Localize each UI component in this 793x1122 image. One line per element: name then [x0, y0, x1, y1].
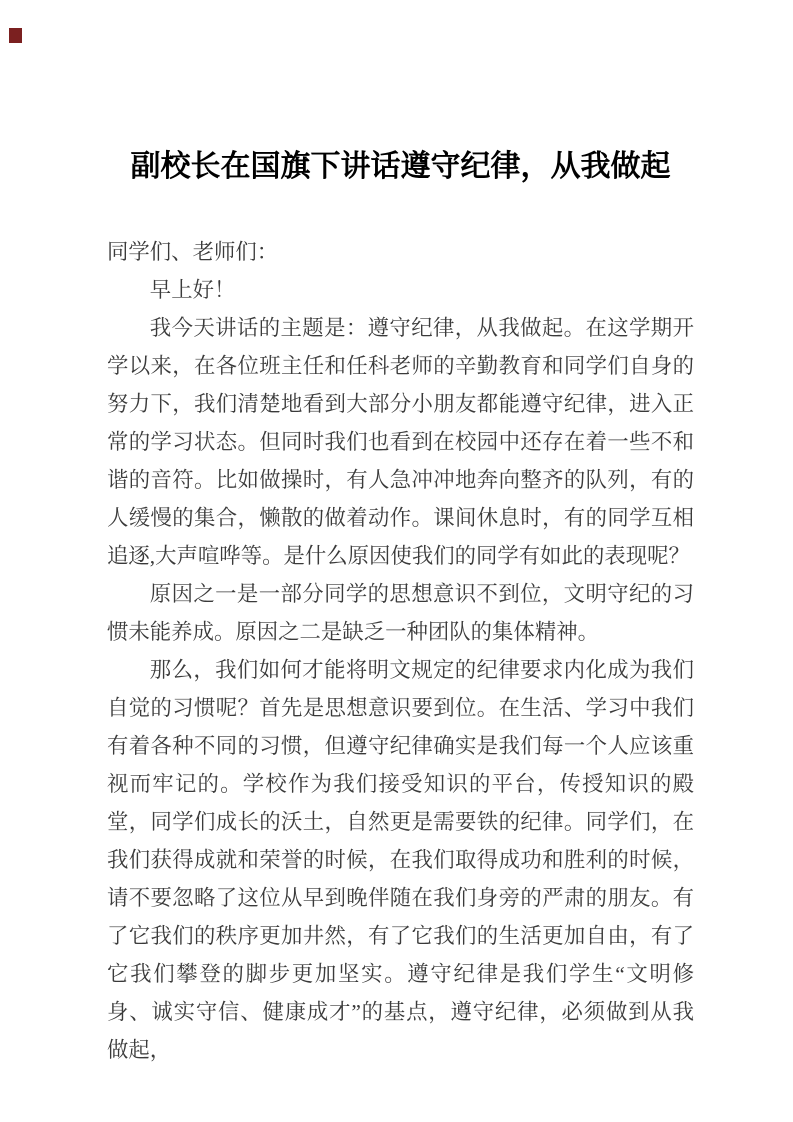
- document-body: [107, 233, 694, 1069]
- corner-marker: [9, 28, 22, 43]
- document-title: 副校长在国旗下讲话遵守纪律，从我做起: [130, 150, 671, 183]
- paragraph: 同学们、老师们：: [107, 240, 279, 264]
- paragraph: 早上好！: [149, 278, 236, 302]
- paragraph: 原因之一是一部分同学的思想意识不到位，文明守纪的习惯未能养成。原因之二是缺乏一种团队的集体精神。: [107, 582, 694, 644]
- paragraph: 我今天讲话的主题是：遵守纪律，从我做起。在这学期开学以来，在各位班主任和任科老师的辛勤教育和同学们自身的努力下，我们清楚地看到大部分小朋友都能遵守纪律，进入正常的学习状态。但同时我们也看到在校园中还存在着一些不和谐的音符。比如做操时，有人急冲冲地奔向整齐的队列，有的人缓慢的集合，懒散的做着动作。课间休息时，有的同学互相追逐,大声喧哗等。是什么原因使我们的同学有如此的表现呢？: [107, 316, 694, 568]
- paragraph: 那么，我们如何才能将明文规定的纪律要求内化成为我们自觉的习惯呢？首先是思想意识要到位。在生活、学习中我们有着各种不同的习惯，但遵守纪律确实是我们每一个人应该重视而牢记的。学校作为我们接受知识的平台，传授知识的殿堂，同学们成长的沃土，自然更是需要铁的纪律。同学们，在我们获得成就和荣誉的时候，在我们取得成功和胜利的时候，请不要忽略了这位从早到晚伴随在我们身旁的严肃的朋友。有了它我们的秩序更加井然，有了它我们的生活更加自由，有了它我们攀登的脚步更加坚实。遵守纪律是我们学生“文明修身、诚实守信、健康成才”的基点，遵守纪律，必须做到从我做起，: [107, 658, 694, 1062]
